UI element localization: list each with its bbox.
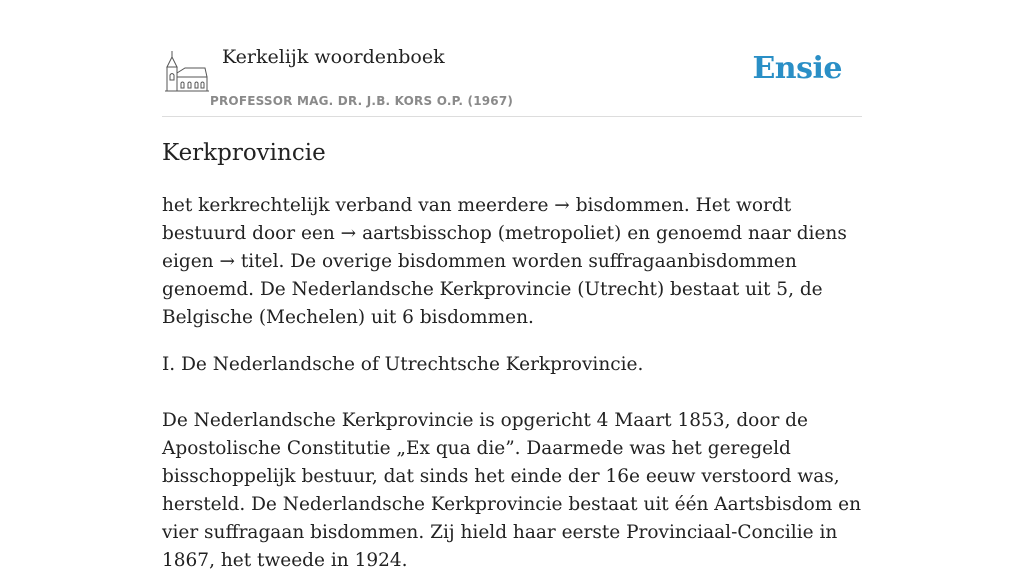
text-segment: (metropoliet) en genoemd naar diens eigen <box>162 223 847 272</box>
paragraph-definition <box>162 192 867 332</box>
author-line: PROFESSOR MAG. DR. J.B. KORS O.P. (1967) <box>210 94 514 108</box>
entry-content <box>162 192 867 575</box>
header <box>162 0 862 117</box>
xref-titel[interactable] <box>219 251 278 272</box>
text-segment: het kerkrechtelijk verband van meerdere <box>162 195 555 216</box>
section-heading: I. De Nederlandsche of Utrechtsche Kerkprovincie. <box>162 354 644 375</box>
page <box>162 0 862 571</box>
entry-title: Kerkprovincie <box>162 140 326 166</box>
xref-aartsbisschop[interactable] <box>341 223 492 244</box>
paragraph-history: De Nederlandsche Kerkprovincie is opgericht 4 Maart 1853, door de Apostolische Constitutie „Ex qua die”. Daarmede was het geregeld bisschoppelijk bestuur, dat sinds het einde der 16e eeuw verstoord was, hersteld. De Nederlandsche Kerkprovincie bestaat uit één Aartsbisdom en vier suffragaan bisdommen. Zij hield haar eerste Provinciaal-Concilie in 1867, het tweede in 1924. <box>162 410 861 571</box>
arrow-right-icon: → <box>554 195 570 216</box>
xref-bisdommen[interactable] <box>554 195 684 216</box>
xref-label: aartsbisschop <box>362 223 492 244</box>
arrow-right-icon: → <box>219 251 235 272</box>
book-title[interactable]: Kerkelijk woordenboek <box>222 46 445 68</box>
ensie-logo-link[interactable]: Ensie <box>752 51 842 86</box>
arrow-right-icon: → <box>340 223 357 244</box>
xref-label: bisdommen <box>575 195 684 216</box>
text-segment: . De overige bisdommen worden suffragaanbisdommen genoemd. De Nederlandsche Kerkprovincie (Utrecht) bestaat uit 5, de Belgische (Mechelen) uit 6 bisdommen. <box>162 251 823 328</box>
church-icon <box>165 49 209 95</box>
xref-label: titel <box>240 251 279 272</box>
text-segment: . Het wordt bestuurd door een <box>162 195 792 244</box>
